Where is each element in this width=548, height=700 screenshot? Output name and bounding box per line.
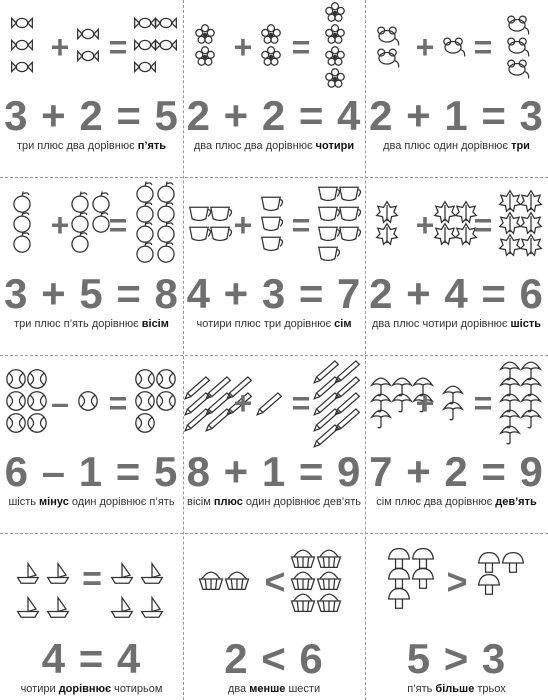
candy-icon bbox=[156, 40, 177, 49]
pencil-icon bbox=[314, 393, 338, 415]
operator-sign: = bbox=[108, 29, 128, 65]
umbrella-icon bbox=[501, 426, 519, 444]
basket-icon bbox=[200, 572, 223, 589]
umbrella-icon bbox=[444, 402, 462, 420]
caption-text: два плюс чотири дорівнює bbox=[371, 318, 511, 330]
caption-text: п’ять bbox=[407, 683, 436, 695]
caption-text: чотирьом bbox=[111, 683, 163, 695]
flower-icon bbox=[262, 25, 280, 43]
operator-sign: + bbox=[233, 29, 253, 65]
caption bbox=[365, 139, 548, 153]
leaf-icon bbox=[521, 235, 542, 256]
pencil-icon bbox=[314, 425, 338, 447]
operator-sign: = bbox=[108, 385, 128, 421]
caption-keyword: три bbox=[511, 140, 530, 152]
basket-icon bbox=[318, 572, 341, 589]
caption-text: три плюс два дорівнює bbox=[16, 140, 138, 152]
basket-icon bbox=[292, 594, 315, 611]
caption-keyword: менше bbox=[249, 683, 286, 695]
operator-sign: = bbox=[473, 29, 493, 65]
caption-text: шести bbox=[285, 683, 321, 695]
flower-icon-group bbox=[183, 0, 365, 95]
caption-text: два плюс два дорівнює bbox=[193, 140, 316, 152]
equation: 2 + 1 = 3 bbox=[369, 92, 544, 139]
card-illustration bbox=[183, 534, 365, 629]
card-illustration bbox=[0, 356, 183, 451]
card-illustration bbox=[0, 534, 183, 629]
flower-icon bbox=[262, 47, 280, 65]
caption-keyword: п’ять bbox=[137, 140, 167, 152]
umbrella-icon bbox=[522, 362, 540, 380]
operator-sign: = bbox=[473, 207, 493, 243]
mouse-icon bbox=[444, 38, 465, 56]
cup-icon bbox=[340, 207, 361, 220]
caption-keyword: більше bbox=[435, 683, 475, 695]
cup-icon-group bbox=[183, 178, 365, 273]
pencil-icon bbox=[314, 377, 338, 399]
umbrella-icon bbox=[372, 394, 390, 412]
flower-icon bbox=[326, 3, 344, 21]
caption-text: вісім bbox=[187, 496, 214, 508]
caption-keyword: плюс bbox=[213, 496, 243, 508]
caption-text: два плюс один дорівнює bbox=[383, 140, 512, 152]
cup-icon bbox=[319, 227, 340, 240]
pencil-icon bbox=[185, 377, 209, 399]
caption-keyword: мінус bbox=[39, 496, 69, 508]
candy-icon bbox=[12, 18, 33, 27]
mouse-icon bbox=[508, 60, 529, 78]
caption bbox=[183, 682, 365, 696]
card-illustration bbox=[0, 178, 183, 273]
apple-icon bbox=[158, 242, 174, 263]
card-illustration bbox=[365, 0, 548, 95]
ball-icon bbox=[136, 392, 154, 410]
operator-sign: + bbox=[233, 207, 253, 243]
cup-icon bbox=[211, 227, 232, 240]
mushroom-icon bbox=[503, 553, 524, 573]
mouse-icon bbox=[508, 16, 529, 34]
basket-icon bbox=[226, 572, 249, 589]
pencil-icon bbox=[314, 361, 338, 383]
equation: 2 + 4 = 6 bbox=[369, 270, 544, 317]
leaf-icon bbox=[435, 224, 456, 245]
cup-icon bbox=[319, 187, 340, 200]
equation: 3 + 2 = 5 bbox=[4, 92, 179, 139]
leaf-icon bbox=[500, 213, 521, 234]
cup-icon bbox=[262, 217, 283, 230]
equation: 2 + 2 = 4 bbox=[186, 92, 362, 139]
cup-icon bbox=[190, 207, 211, 220]
ball-icon bbox=[157, 392, 175, 410]
operator-sign: > bbox=[446, 561, 468, 602]
apple-icon bbox=[14, 192, 30, 213]
math-card bbox=[365, 178, 548, 355]
cup-icon bbox=[340, 187, 361, 200]
caption-keyword: шість bbox=[510, 318, 542, 330]
flower-icon bbox=[196, 47, 214, 65]
boat-icon bbox=[142, 564, 163, 584]
candy-icon-group bbox=[0, 0, 183, 95]
candy-icon bbox=[135, 18, 156, 27]
equation: 5 > 3 bbox=[406, 635, 507, 682]
candy-icon bbox=[78, 51, 99, 60]
operator-sign: + bbox=[415, 207, 435, 243]
caption-keyword: сім bbox=[334, 318, 352, 330]
apple-icon bbox=[158, 222, 174, 243]
equation: 7 + 2 = 9 bbox=[369, 448, 544, 495]
operator-sign: = bbox=[473, 385, 493, 421]
operator-sign: < bbox=[264, 561, 286, 602]
leaf-icon bbox=[377, 224, 398, 245]
apple-icon bbox=[137, 242, 153, 263]
candy-icon bbox=[12, 40, 33, 49]
math-card bbox=[183, 534, 365, 700]
math-card bbox=[0, 356, 183, 533]
boat-icon bbox=[112, 564, 133, 584]
flower-icon bbox=[326, 25, 344, 43]
basket-icon-group bbox=[183, 534, 365, 629]
candy-icon bbox=[135, 62, 156, 71]
equation: 6 – 1 = 5 bbox=[4, 448, 179, 495]
caption-text: один дорівнює п’ять bbox=[68, 496, 175, 508]
mouse-icon bbox=[378, 49, 399, 67]
mushroom-icon bbox=[479, 553, 500, 573]
caption bbox=[365, 682, 548, 696]
leaf-icon bbox=[377, 202, 398, 223]
umbrella-icon bbox=[372, 410, 390, 428]
caption-keyword: дев’ять bbox=[495, 496, 537, 508]
card-illustration bbox=[365, 178, 548, 273]
caption bbox=[365, 317, 548, 331]
ball-icon bbox=[7, 392, 25, 410]
caption bbox=[0, 139, 183, 153]
card-illustration bbox=[365, 356, 548, 451]
caption-text: один дорівнює дев’ять bbox=[242, 496, 361, 508]
apple-icon bbox=[93, 212, 109, 233]
boat-icon bbox=[18, 598, 39, 618]
umbrella-icon bbox=[522, 394, 540, 412]
cup-icon bbox=[319, 207, 340, 220]
cup-icon bbox=[211, 207, 232, 220]
boat-icon bbox=[48, 564, 69, 584]
ball-icon bbox=[136, 414, 154, 432]
apple-icon bbox=[14, 212, 30, 233]
operator-sign: + bbox=[50, 207, 70, 243]
boat-icon-group bbox=[0, 534, 183, 629]
operator-sign: = bbox=[291, 207, 311, 243]
operator-sign: + bbox=[233, 385, 253, 421]
operator-sign: + bbox=[415, 385, 435, 421]
caption-text: чотири bbox=[20, 683, 59, 695]
ball-icon bbox=[7, 370, 25, 388]
pencil-icon bbox=[185, 393, 209, 415]
boat-icon bbox=[112, 598, 133, 618]
pencil-icon bbox=[257, 393, 281, 415]
apple-icon bbox=[158, 182, 174, 203]
ball-icon bbox=[79, 392, 97, 410]
caption bbox=[183, 317, 365, 331]
math-card bbox=[365, 356, 548, 533]
card-illustration bbox=[0, 0, 183, 95]
pencil-icon bbox=[185, 409, 209, 431]
boat-icon bbox=[18, 564, 39, 584]
cup-icon bbox=[190, 227, 211, 240]
apple-icon-group bbox=[0, 178, 183, 273]
card-illustration bbox=[183, 0, 365, 95]
caption bbox=[0, 682, 183, 696]
math-card bbox=[183, 0, 365, 177]
umbrella-icon bbox=[393, 378, 411, 396]
mushroom-icon bbox=[389, 569, 410, 589]
flower-icon bbox=[326, 69, 344, 87]
apple-icon bbox=[137, 202, 153, 223]
ball-icon bbox=[7, 414, 25, 432]
equation: 4 = 4 bbox=[41, 635, 142, 682]
leaf-icon bbox=[435, 202, 456, 223]
equation: 4 + 3 = 7 bbox=[186, 270, 362, 317]
mushroom-icon bbox=[389, 549, 410, 569]
caption bbox=[365, 495, 548, 509]
leaf-icon-group bbox=[365, 178, 548, 273]
candy-icon bbox=[156, 18, 177, 27]
card-illustration bbox=[365, 534, 548, 629]
basket-icon bbox=[292, 550, 315, 567]
umbrella-icon bbox=[501, 410, 519, 428]
caption-keyword: дорівнює bbox=[58, 683, 112, 695]
operator-sign: + bbox=[50, 29, 70, 65]
basket-icon bbox=[318, 594, 341, 611]
boat-icon bbox=[48, 598, 69, 618]
umbrella-icon bbox=[393, 394, 411, 412]
mushroom-icon bbox=[413, 549, 434, 569]
caption-text: шість bbox=[8, 496, 40, 508]
leaf-icon bbox=[500, 191, 521, 212]
math-card bbox=[0, 534, 183, 700]
math-card bbox=[183, 356, 365, 533]
mushroom-icon bbox=[479, 575, 500, 595]
math-card bbox=[365, 0, 548, 177]
caption-text: три плюс п’ять дорівнює bbox=[14, 318, 142, 330]
leaf-icon bbox=[500, 235, 521, 256]
mouse-icon bbox=[378, 27, 399, 45]
ball-icon bbox=[28, 392, 46, 410]
apple-icon bbox=[137, 222, 153, 243]
caption bbox=[0, 495, 183, 509]
caption-keyword: чотири bbox=[315, 140, 355, 152]
card-illustration bbox=[183, 356, 365, 451]
umbrella-icon-group bbox=[365, 356, 548, 451]
umbrella-icon bbox=[501, 394, 519, 412]
card-illustration bbox=[183, 178, 365, 273]
umbrella-icon bbox=[501, 378, 519, 396]
operator-sign: + bbox=[415, 29, 435, 65]
umbrella-icon bbox=[522, 378, 540, 396]
operator-sign: = bbox=[291, 29, 311, 65]
apple-icon bbox=[72, 212, 88, 233]
umbrella-icon bbox=[501, 362, 519, 380]
umbrella-icon bbox=[372, 378, 390, 396]
apple-icon bbox=[93, 192, 109, 213]
mouse-icon bbox=[508, 38, 529, 56]
caption-keyword: вісім bbox=[141, 318, 169, 330]
operator-sign: = bbox=[108, 207, 128, 243]
candy-icon bbox=[135, 40, 156, 49]
ball-icon bbox=[28, 414, 46, 432]
caption-text: трьох bbox=[474, 683, 506, 695]
mushroom-icon bbox=[413, 569, 434, 589]
caption-text: сім плюс два дорівнює bbox=[376, 496, 496, 508]
candy-icon bbox=[78, 29, 99, 38]
apple-icon bbox=[137, 182, 153, 203]
basket-icon bbox=[318, 550, 341, 567]
ball-icon bbox=[28, 370, 46, 388]
operator-sign: = bbox=[82, 560, 102, 598]
caption bbox=[183, 495, 365, 509]
operator-sign: – bbox=[51, 385, 69, 421]
ball-icon-group bbox=[0, 356, 183, 451]
apple-icon bbox=[72, 192, 88, 213]
caption-text: два bbox=[227, 683, 250, 695]
pencil-icon bbox=[314, 409, 338, 431]
candy-icon bbox=[12, 62, 33, 71]
umbrella-icon bbox=[522, 410, 540, 428]
umbrella-icon bbox=[444, 386, 462, 404]
mouse-icon-group bbox=[365, 0, 548, 95]
ball-icon bbox=[136, 370, 154, 388]
cup-icon bbox=[340, 227, 361, 240]
ball-icon bbox=[157, 370, 175, 388]
mushroom-icon bbox=[389, 589, 410, 609]
leaf-icon bbox=[521, 213, 542, 234]
boat-icon bbox=[142, 598, 163, 618]
caption-text: чотири плюс три дорівнює bbox=[196, 318, 335, 330]
flower-icon bbox=[196, 25, 214, 43]
operator-sign: = bbox=[291, 385, 311, 421]
pencil-icon-group bbox=[183, 356, 365, 451]
math-card bbox=[0, 178, 183, 355]
math-card bbox=[0, 0, 183, 177]
cup-icon bbox=[262, 237, 283, 250]
apple-icon bbox=[14, 232, 30, 253]
flower-icon bbox=[326, 47, 344, 65]
equation: 3 + 5 = 8 bbox=[4, 270, 179, 317]
math-card bbox=[365, 534, 548, 700]
equation: 2 < 6 bbox=[224, 635, 324, 682]
caption bbox=[183, 139, 365, 153]
mushroom-icon-group bbox=[365, 534, 548, 629]
basket-icon bbox=[292, 572, 315, 589]
apple-icon bbox=[72, 232, 88, 253]
caption bbox=[0, 317, 183, 331]
cup-icon bbox=[319, 247, 340, 260]
apple-icon bbox=[158, 202, 174, 223]
equation: 8 + 1 = 9 bbox=[186, 448, 362, 495]
math-card bbox=[183, 178, 365, 355]
cup-icon bbox=[262, 197, 283, 210]
leaf-icon bbox=[521, 191, 542, 212]
